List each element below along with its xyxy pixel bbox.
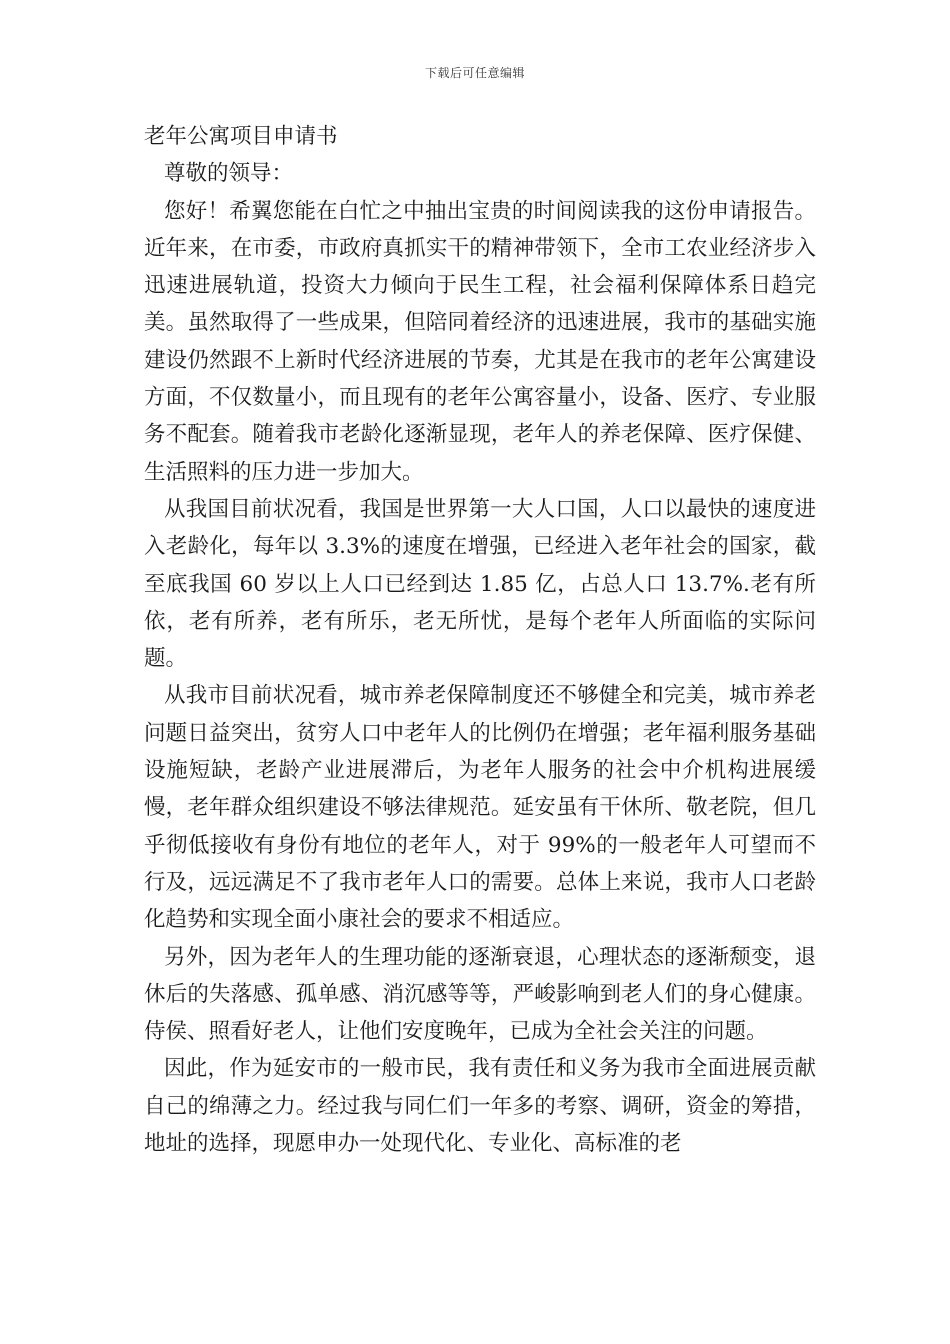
paragraph-5: 因此，作为延安市的一般市民，我有责任和义务为我市全面进展贡献自己的绵薄之力。经过我与同仁们一年多的考察、调研，资金的筹措，地址的选择，现愿申办一处现代化、专业化、高标准的老 xyxy=(144,1056,816,1157)
document-title: 老年公寓项目申请书 xyxy=(144,124,338,149)
paragraph-4: 另外，因为老年人的生理功能的逐渐衰退，心理状态的逐渐颓变，退休后的失落感、孤单感、消沉感等等，严峻影响到老人们的身心健康。侍侯、照看好老人，让他们安度晚年，已成为全社会关注的问题。 xyxy=(144,944,816,1045)
page-header-note: 下载后可任意编辑 xyxy=(424,66,525,80)
paragraph-1: 您好！希翼您能在白忙之中抽出宝贵的时间阅读我的这份申请报告。近年来，在市委，市政府真抓实干的精神带领下，全市工农业经济步入迅速进展轨道，投资大力倾向于民生工程，社会福利保障体系日趋完美。虽然取得了一些成果，但陪同着经济的迅速进展，我市的基础实施建设仍然跟不上新时代经济进展的节奏，尤其是在我市的老年公寓建设方面，不仅数量小，而且现有的老年公寓容量小，设备、医疗、专业服务不配套。随着我市老龄化逐渐显现，老年人的养老保障、医疗保健、生活照料的压力进一步加大。 xyxy=(144,198,816,485)
paragraph-3: 从我市目前状况看，城市养老保障制度还不够健全和完美，城市养老问题日益突出，贫穷人口中老年人的比例仍在增强；老年福利服务基础设施短缺，老龄产业进展滞后，为老年人服务的社会中介机构进展缓慢，老年群众组织建设不够法律规范。延安虽有干休所、敬老院，但几乎彻低接收有身份有地位的老年人，对于 99%的一般老年人可望而不行及，远远满足不了我市老年人口的需要。总体上来说，我市人口老龄化趋势和实现全面小康社会的要求不相适应。 xyxy=(144,683,816,933)
paragraph-2: 从我国目前状况看，我国是世界第一大人口国，人口以最快的速度进入老龄化，每年以 3.3%的速度在增强，已经进入老年社会的国家，截至底我国 60 岁以上人口已经到达 1.85 亿，占总人口 13.7%.老有所依，老有所养，老有所乐，老无所忧，是每个老年人所面临的实际问题。 xyxy=(144,496,816,672)
salutation: 尊敬的领导： xyxy=(164,161,294,187)
document-body xyxy=(144,118,816,1162)
